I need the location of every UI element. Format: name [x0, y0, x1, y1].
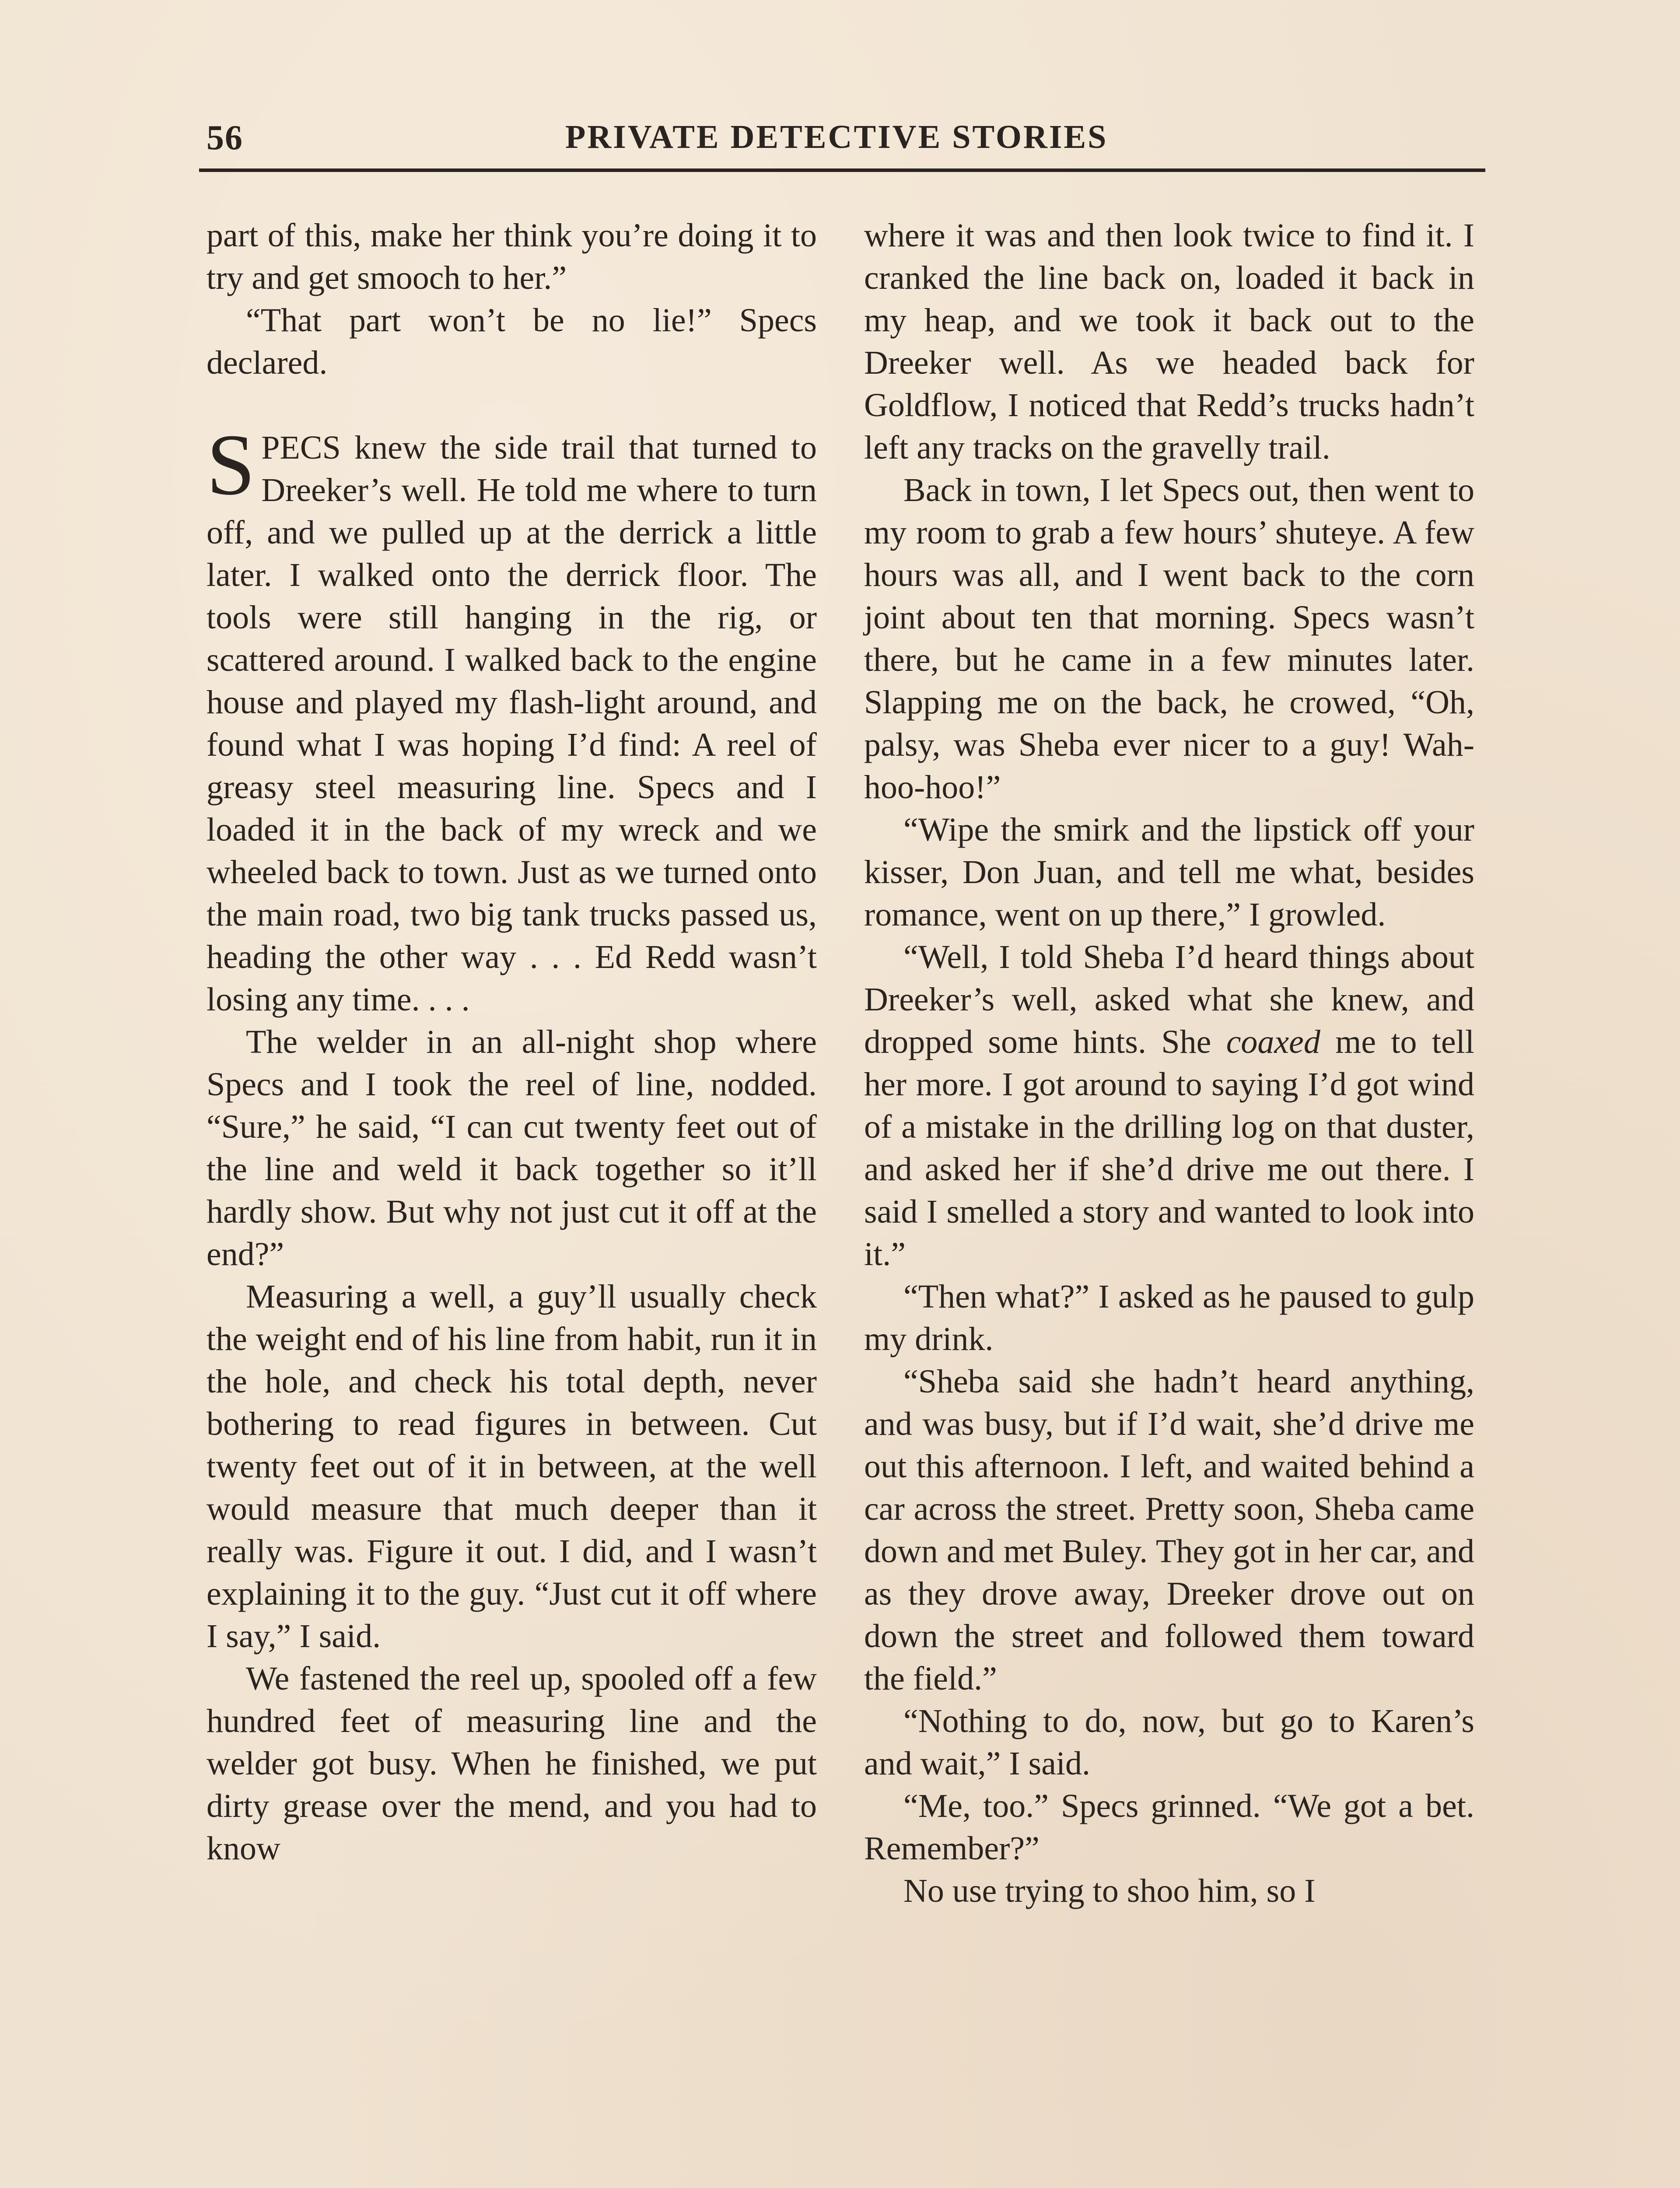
paragraph: “That part won’t be no lie!” Specs declared. [206, 302, 817, 381]
paragraph-text: “Well, I told Sheba I’d heard things about Dreeker’s well, asked what she knew, and dropped some hints. She [864, 939, 1474, 1060]
running-title: PRIVATE DETECTIVE STORIES [565, 119, 1108, 155]
right-column [864, 214, 1474, 1912]
paragraph [864, 936, 1474, 1276]
paragraph: Back in town, I let Specs out, then went to my room to grab a few hours’ shuteye. A few hours was all, and I went back to the corn joint about ten that morning. Specs wasn’t there, but he came in a few minutes later. Slapping me on the back, he crowed, “Oh, palsy, was Sheba ever nicer to a guy! Wah-hoo-hoo!” [864, 472, 1474, 806]
paragraph: “Sheba said she hadn’t heard anything, and was busy, but if I’d wait, she’d drive me out this afternoon. I left, and waited behind a car across the street. Pretty soon, Sheba came down and met Buley. They got in her car, and as they drove away, Dreeker drove out on down the street and followed them toward the field.” [864, 1363, 1474, 1697]
paragraph: “Then what?” I asked as he paused to gulp my drink. [864, 1278, 1474, 1357]
italic-word: coaxed [1226, 1024, 1320, 1060]
paragraph: Measuring a well, a guy’ll usually check the weight end of his line from habit, run it in the hole, and check his total depth, never bothering to read figures in between. Cut twenty feet out of it in between, at the well would measure that much deeper than it really was. Figure it out. I did, and I wasn’t explaining it to the guy. “Just cut it off where I say,” I said. [206, 1278, 817, 1655]
paragraph: No use trying to shoo him, so I [903, 1872, 1316, 1909]
paragraph: “Wipe the smirk and the lipstick off your kisser, Don Juan, and tell me what, besides romance, went on up there,” I growled. [864, 811, 1474, 933]
paragraph-text: PECS knew the side trail that turned to Dreeker’s well. He told me where to turn off, and we pulled up at the derrick a little later. I walked onto the derrick floor. The tools were still hanging in the rig, or scattered around. I walked back to the engine house and played my flash-light around, and found what I was hoping I’d find: A reel of greasy steel measuring line. Specs and I loaded it in the back of my wreck and we wheeled back to town. Just as we turned onto the main road, two big tank trucks passed us, heading the other way . . . Ed Redd wasn’t losing any time. . . . [206, 429, 817, 1018]
header-rule [199, 168, 1485, 172]
paragraph: part of this, make her think you’re doing it to try and get smooch to her.” [206, 217, 817, 296]
paragraph: where it was and then look twice to find it. I cranked the line back on, loaded it back in my heap, and we took it back out to the Dreeker well. As we headed back for Goldflow, I noticed that Redd’s trucks hadn’t left any tracks on the gravelly trail. [864, 217, 1474, 466]
section-start-paragraph [206, 417, 817, 1021]
left-column [206, 214, 817, 1870]
page-number: 56 [206, 119, 243, 157]
paragraph-text: me to tell her more. I got around to saying I’d got wind of a mistake in the drilling log on that duster, and asked her if she’d drive me out there. I said I smelled a story and wanted to look into it.” [864, 1024, 1474, 1273]
paragraph: We fastened the reel up, spooled off a few hundred feet of measuring line and the welder got busy. When he finished, we put dirty grease over the mend, and you had to know [206, 1660, 817, 1867]
paragraph: “Me, too.” Specs grinned. “We got a bet. Remember?” [864, 1788, 1474, 1867]
page-header [206, 118, 1484, 166]
paragraph: “Nothing to do, now, but go to Karen’s and wait,” I said. [864, 1703, 1474, 1782]
paragraph: The welder in an all-night shop where Specs and I took the reel of line, nodded. “Sure,” he said, “I can cut twenty feet out of the line and weld it back together so it’ll hardly show. But why not just cut it off at the end?” [206, 1024, 817, 1273]
drop-cap: S [206, 417, 256, 513]
